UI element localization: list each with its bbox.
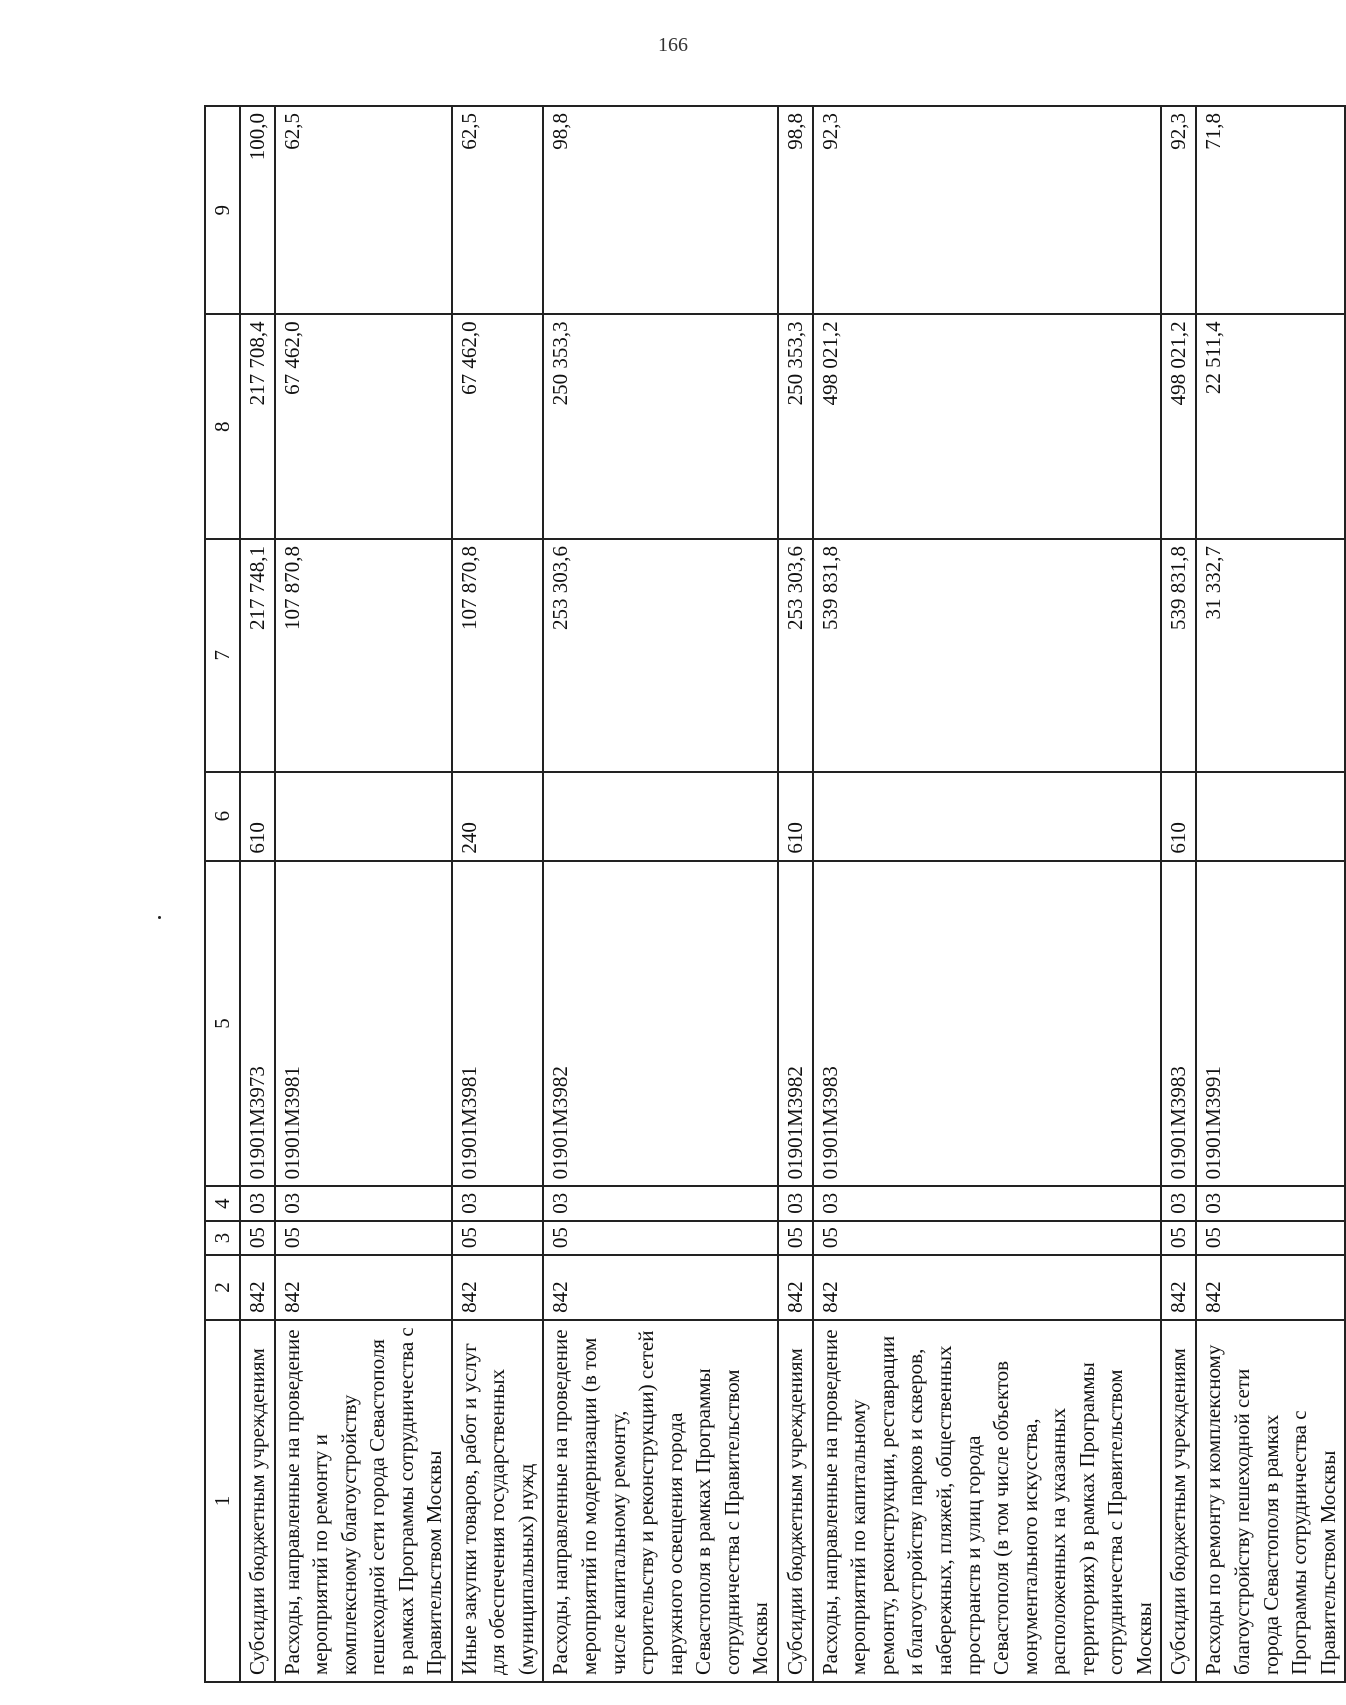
table-row: [240, 106, 275, 1682]
actual-amount-cell: 250 353,3: [543, 314, 777, 539]
subsection-code-cell: 03: [1161, 1186, 1196, 1220]
column-header: 3: [205, 1221, 240, 1255]
ministry-code-cell: 842: [452, 1255, 544, 1320]
subsection-code-cell: 03: [778, 1186, 813, 1220]
target-article-cell: 01901М3982: [543, 861, 777, 1187]
expense-type-cell: [1196, 772, 1345, 861]
planned-amount-cell: 539 831,8: [1161, 539, 1196, 772]
expense-type-cell: 610: [1161, 772, 1196, 861]
ministry-code-cell: 842: [240, 1255, 275, 1320]
target-article-cell: 01901М3981: [452, 861, 544, 1187]
subsection-code-cell: 03: [452, 1186, 544, 1220]
expense-name-cell: Расходы, направленные на проведение мероприятий по модернизации (в том числе капитальному ремонту, строительству и реконструкции) сетей наружного освещения города Севастополя в рамках Программы сотрудничества с Правительством Москвы: [543, 1320, 777, 1682]
expense-name-cell: Расходы, направленные на проведение мероприятий по капитальному ремонту, реконструкции, реставрации и благоустройству парков и скверов, набережных, пляжей, общественных пространств и улиц города Севастополя (в том числе объектов монументального искусства, расположенных на указанных территориях) в рамках Программы сотрудничества с Правительством Москвы: [813, 1320, 1162, 1682]
actual-amount-cell: 22 511,4: [1196, 314, 1345, 539]
column-header: 4: [205, 1186, 240, 1220]
scan-speck: [158, 916, 161, 919]
planned-amount-cell: 253 303,6: [543, 539, 777, 772]
execution-percent-cell: 92,3: [1161, 106, 1196, 314]
actual-amount-cell: 67 462,0: [452, 314, 544, 539]
expense-type-cell: [275, 772, 452, 861]
actual-amount-cell: 217 708,4: [240, 314, 275, 539]
actual-amount-cell: 250 353,3: [778, 314, 813, 539]
planned-amount-cell: 107 870,8: [452, 539, 544, 772]
expense-type-cell: 610: [778, 772, 813, 861]
planned-amount-cell: 253 303,6: [778, 539, 813, 772]
table-header-row: [205, 106, 240, 1682]
subsection-code-cell: 03: [240, 1186, 275, 1220]
expense-name-cell: Иные закупки товаров, работ и услуг для обеспечения государственных (муниципальных) нужд: [452, 1320, 544, 1682]
ministry-code-cell: 842: [1161, 1255, 1196, 1320]
ministry-code-cell: 842: [813, 1255, 1162, 1320]
planned-amount-cell: 31 332,7: [1196, 539, 1345, 772]
section-code-cell: 05: [1161, 1221, 1196, 1255]
section-code-cell: 05: [1196, 1221, 1345, 1255]
ministry-code-cell: 842: [1196, 1255, 1345, 1320]
subsection-code-cell: 03: [813, 1186, 1162, 1220]
execution-percent-cell: 62,5: [275, 106, 452, 314]
target-article-cell: 01901М3981: [275, 861, 452, 1187]
subsection-code-cell: 03: [543, 1186, 777, 1220]
ministry-code-cell: 842: [275, 1255, 452, 1320]
column-header: 5: [205, 861, 240, 1187]
expense-name-cell: Субсидии бюджетным учреждениям: [1161, 1320, 1196, 1682]
section-code-cell: 05: [275, 1221, 452, 1255]
table-row: [778, 106, 813, 1682]
column-header: 8: [205, 314, 240, 539]
ministry-code-cell: 842: [543, 1255, 777, 1320]
ministry-code-cell: 842: [778, 1255, 813, 1320]
execution-percent-cell: 92,3: [813, 106, 1162, 314]
section-code-cell: 05: [452, 1221, 544, 1255]
expense-type-cell: [813, 772, 1162, 861]
expense-name-cell: Расходы по ремонту и комплексному благоустройству пешеходной сети города Севастополя в рамках Программы сотрудничества с Правительством Москвы: [1196, 1320, 1345, 1682]
expense-name-cell: Субсидии бюджетным учреждениям: [240, 1320, 275, 1682]
planned-amount-cell: 107 870,8: [275, 539, 452, 772]
execution-percent-cell: 98,8: [543, 106, 777, 314]
target-article-cell: 01901М3983: [813, 861, 1162, 1187]
table-row: [275, 106, 452, 1682]
page-number: 166: [658, 34, 688, 56]
expense-type-cell: [543, 772, 777, 861]
column-header: 6: [205, 772, 240, 861]
table-row: [813, 106, 1162, 1682]
expense-name-cell: Расходы, направленные на проведение мероприятий по ремонту и комплексному благоустройству пешеходной сети города Севастополя в рамках Программы сотрудничества с Правительством Москвы: [275, 1320, 452, 1682]
planned-amount-cell: 217 748,1: [240, 539, 275, 772]
actual-amount-cell: 67 462,0: [275, 314, 452, 539]
target-article-cell: 01901М3982: [778, 861, 813, 1187]
target-article-cell: 01901М3991: [1196, 861, 1345, 1187]
section-code-cell: 05: [543, 1221, 777, 1255]
column-header: 7: [205, 539, 240, 772]
section-code-cell: 05: [778, 1221, 813, 1255]
actual-amount-cell: 498 021,2: [1161, 314, 1196, 539]
execution-percent-cell: 100,0: [240, 106, 275, 314]
table-row: [1196, 106, 1345, 1682]
table-row: [543, 106, 777, 1682]
planned-amount-cell: 539 831,8: [813, 539, 1162, 772]
target-article-cell: 01901М3973: [240, 861, 275, 1187]
expense-name-cell: Субсидии бюджетным учреждениям: [778, 1320, 813, 1682]
rotated-table-container: [204, 105, 1340, 1683]
column-header: 1: [205, 1320, 240, 1682]
budget-table: [204, 105, 1346, 1683]
table-row: [1161, 106, 1196, 1682]
section-code-cell: 05: [813, 1221, 1162, 1255]
subsection-code-cell: 03: [1196, 1186, 1345, 1220]
target-article-cell: 01901М3983: [1161, 861, 1196, 1187]
column-header: 2: [205, 1255, 240, 1320]
section-code-cell: 05: [240, 1221, 275, 1255]
execution-percent-cell: 98,8: [778, 106, 813, 314]
actual-amount-cell: 498 021,2: [813, 314, 1162, 539]
expense-type-cell: 240: [452, 772, 544, 861]
table-row: [452, 106, 544, 1682]
column-header: 9: [205, 106, 240, 314]
execution-percent-cell: 71,8: [1196, 106, 1345, 314]
subsection-code-cell: 03: [275, 1186, 452, 1220]
expense-type-cell: 610: [240, 772, 275, 861]
execution-percent-cell: 62,5: [452, 106, 544, 314]
